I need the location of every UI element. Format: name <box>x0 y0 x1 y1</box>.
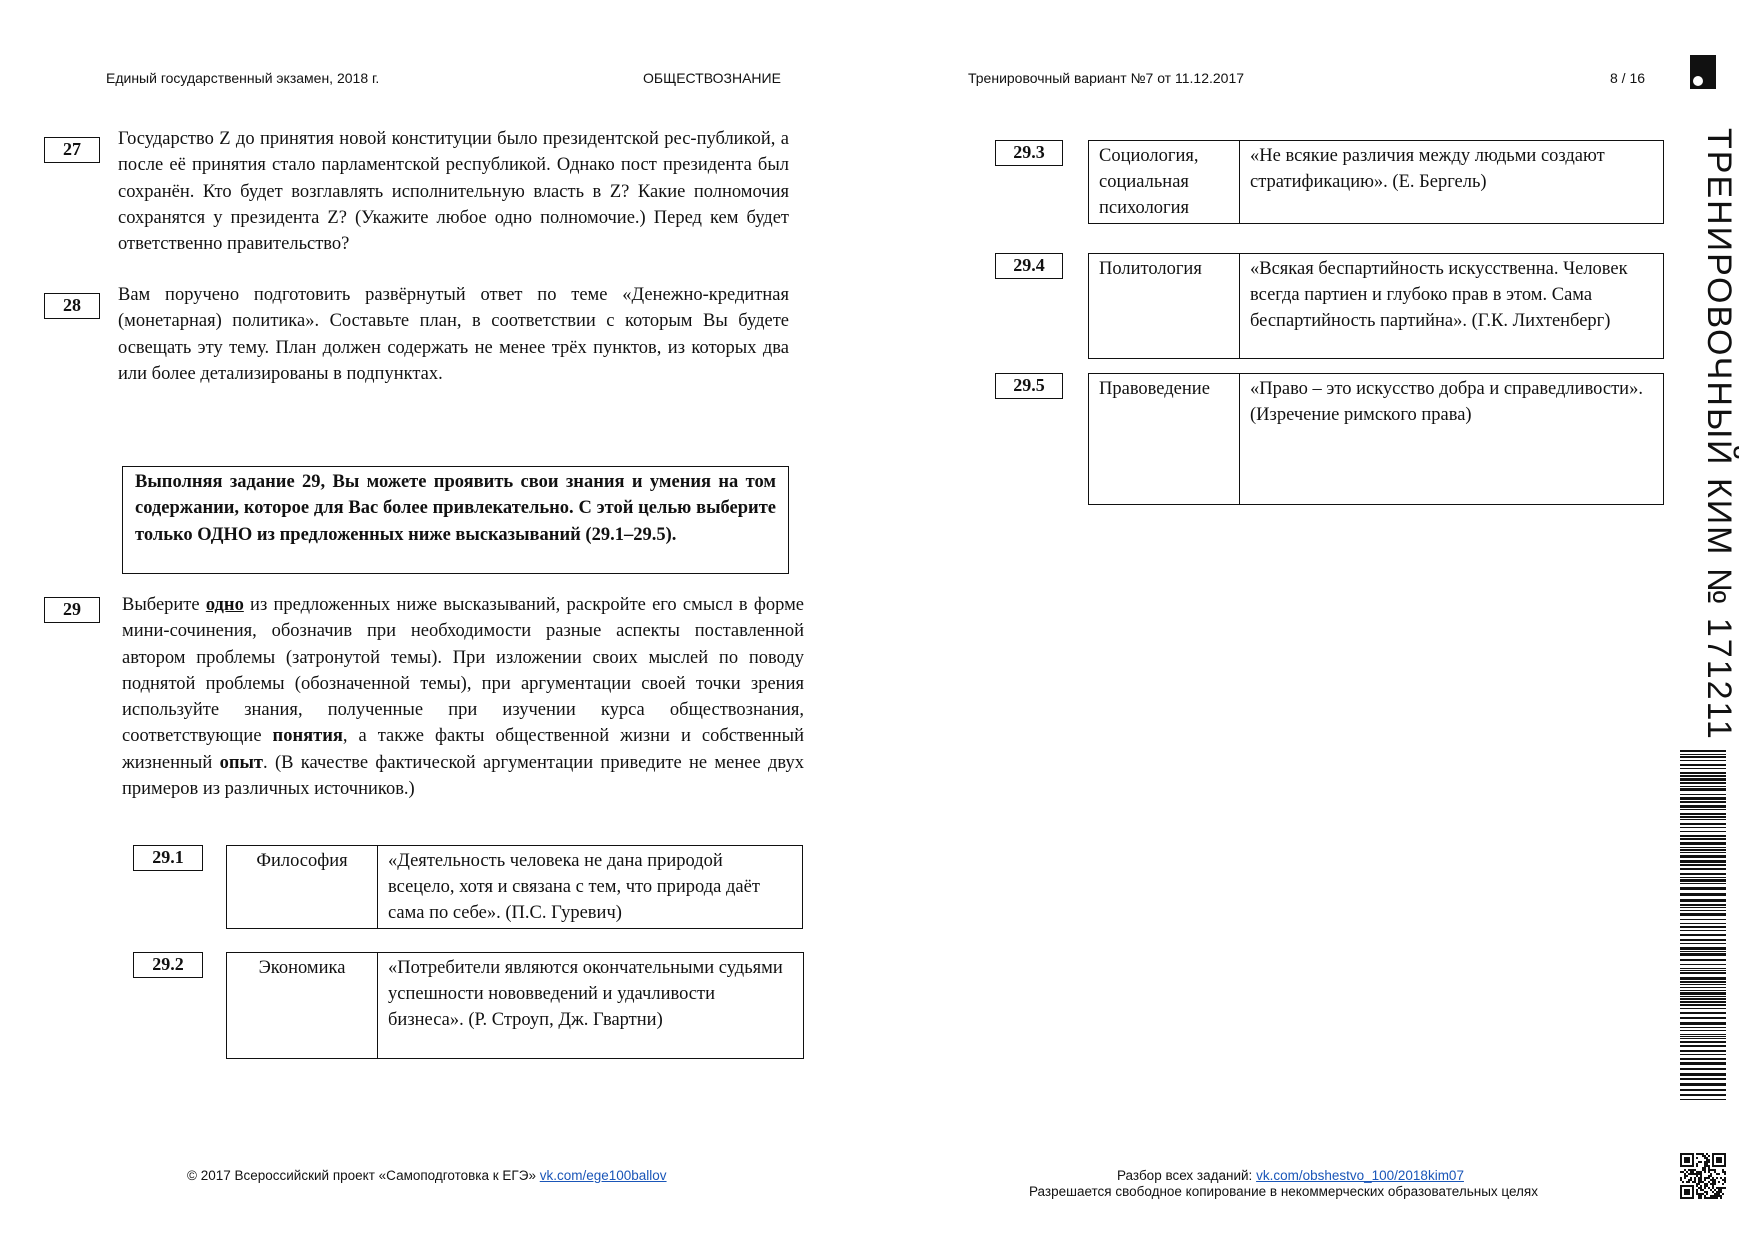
notice-text: Выполняя задание 29, Вы можете проявить свои знания и умения на том содержании, которое для Вас более привлекательно. С этой целью выберите только ОДНО из предложенных ниже высказываний (29.1–29.5). <box>135 472 776 545</box>
question-27-text: Государство Z до принятия новой конституции было президентской рес-публикой, а после её принятия стало парламентской республикой. Однако пост президента был сохранён. Кто будет возглавлять исполнительную власть в Z? Какие полномочия сохранятся у президента Z? (Укажите любое одно полномочие.) Перед кем будет ответственно правительство? <box>118 129 789 255</box>
footer-analysis-label: Разбор всех заданий: <box>1117 1168 1253 1183</box>
barcode <box>1680 750 1726 1100</box>
footer-analysis-link[interactable]: vk.com/obshestvo_100/2018kim07 <box>1256 1168 1464 1183</box>
corner-marker-icon <box>1690 55 1716 89</box>
question-28-text: Вам поручено подготовить развёрнутый ответ по теме «Денежно-кредитная (монетарная) политика». Составьте план, в соответствии с которым Вы будете освещать эту тему. План должен содержать не менее трёх пунктов, из которых два или более детализированы в подпунктах. <box>118 285 789 384</box>
header-exam-title: Единый государственный экзамен, 2018 г. <box>106 70 380 86</box>
side-title <box>1692 128 1752 741</box>
option-29-3-number: 29.3 <box>995 140 1063 166</box>
q29-emphasis-concepts: понятия <box>272 726 343 747</box>
question-29-text <box>122 592 804 802</box>
notice-box <box>122 466 789 574</box>
option-29-1-quote: «Деятельность человека не дана природой всецело, хотя и связана с тем, что природа даёт сама по себе». (П.С. Гуревич) <box>378 846 803 929</box>
footer-copyright-text: © 2017 Всероссийский проект «Самоподготовка к ЕГЭ» <box>187 1168 536 1183</box>
q29-text-part: , а также факты общественной жизни и собственный жизненный <box>122 726 805 773</box>
footer-copyright-link[interactable]: vk.com/ege100ballov <box>539 1168 667 1183</box>
q29-emphasis-one: одно <box>205 595 244 615</box>
option-29-5-number: 29.5 <box>995 373 1063 399</box>
qr-code <box>1680 1153 1726 1199</box>
header-subject: ОБЩЕСТВОЗНАНИЕ <box>643 70 781 86</box>
option-29-2-field: Экономика <box>227 953 378 1059</box>
header-variant: Тренировочный вариант №7 от 11.12.2017 <box>968 70 1245 86</box>
option-29-1-table <box>226 845 803 929</box>
option-29-5-table <box>1088 373 1664 505</box>
q29-emphasis-experience: опыт <box>219 752 264 773</box>
question-28-number: 28 <box>44 293 100 319</box>
option-29-4-field: Политология <box>1089 254 1240 359</box>
header-page-number: 8 / 16 <box>1610 70 1646 86</box>
q29-text-part: из предложенных ниже высказываний, раскройте его смысл в форме мини-сочинения, обозначив при необходимости разные аспекты поставленной автором проблемы (затронутой темы). При изложении своих мыслей по поводу поднятой проблемы (обозначенной темы), при аргументации своей точки зрения используйте знания, полученные при изучении курса обществознания, соответствующие <box>122 595 804 747</box>
q29-text-part: . (В качестве фактической аргументации приведите не менее двух примеров из различных источников.) <box>122 752 805 800</box>
option-29-2-quote: «Потребители являются окончательными судьями успешности нововведений и удачливости бизнеса». (Р. Строуп, Дж. Гвартни) <box>378 953 804 1059</box>
option-29-5-field: Правоведение <box>1089 374 1240 505</box>
option-29-3-field: Социология, социальная психология <box>1089 141 1240 224</box>
option-29-1-number: 29.1 <box>133 845 203 871</box>
q29-text-part: Выберите <box>122 595 206 615</box>
option-29-3-table <box>1088 140 1664 224</box>
option-29-4-table <box>1088 253 1664 359</box>
footer-copyright <box>187 1168 667 1183</box>
option-29-4-quote: «Всякая беспартийность искусственна. Человек всегда партиен и глубоко прав в этом. Сама беспартийность партийна». (Г.К. Лихтенберг) <box>1240 254 1664 359</box>
footer-analysis <box>1117 1168 1464 1183</box>
footer-license: Разрешается свободное копирование в некоммерческих образовательных целях <box>1029 1184 1538 1199</box>
option-29-5-quote: «Право – это искусство добра и справедливости». (Изречение римского права) <box>1240 374 1664 505</box>
option-29-2-number: 29.2 <box>133 952 203 978</box>
option-29-3-quote: «Не всякие различия между людьми создают стратификацию». (Е. Бергель) <box>1240 141 1664 224</box>
question-29-number: 29 <box>44 597 100 623</box>
option-29-4-number: 29.4 <box>995 253 1063 279</box>
side-title-text: ТРЕНИРОВОЧНЫЙ КИМ № 171211 <box>1700 128 1738 741</box>
option-29-2-table <box>226 952 804 1059</box>
option-29-1-field: Философия <box>227 846 378 929</box>
question-27-number: 27 <box>44 137 100 163</box>
